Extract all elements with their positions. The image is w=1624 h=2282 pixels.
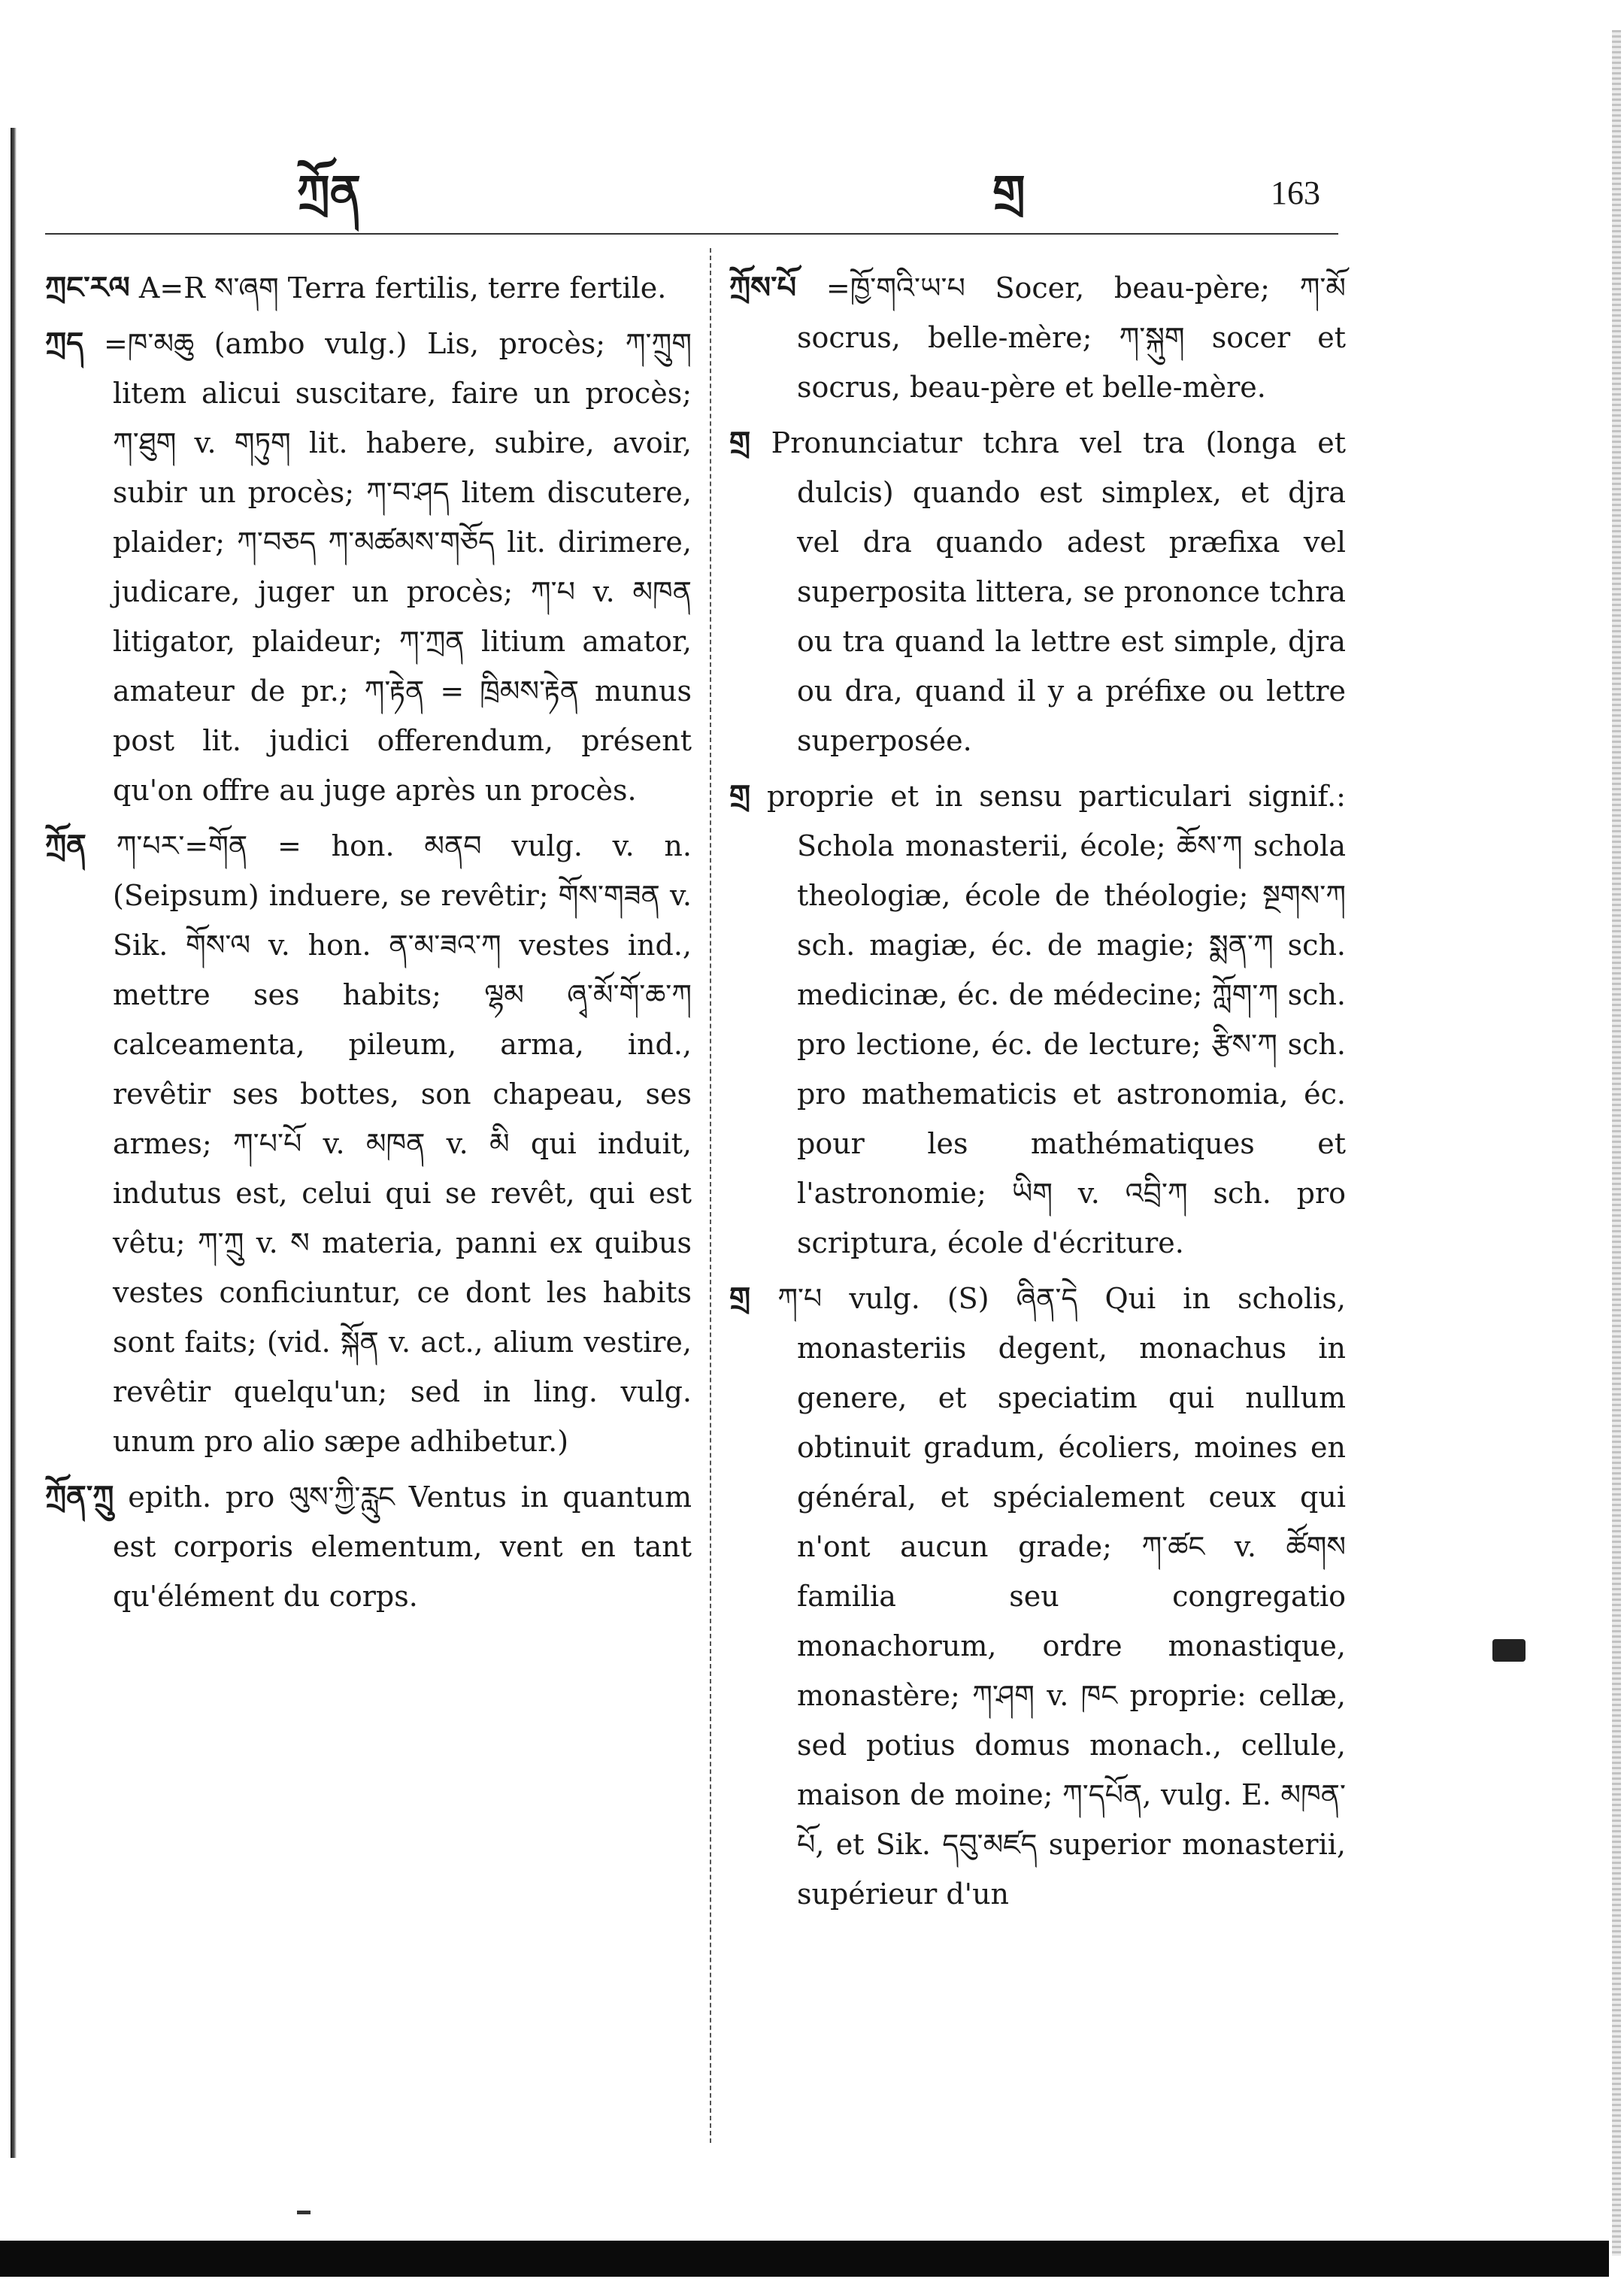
entry-headword: ཀྲང་རལ: [45, 270, 130, 305]
dictionary-entry: [729, 771, 1346, 1268]
scan-bottom-bar: [0, 2241, 1609, 2277]
dictionary-entry: [45, 263, 692, 313]
dictionary-entry: [45, 319, 692, 815]
entry-text: ཀ་པ vulg. (S) ཞིན་དེ Qui in scholis, monasteriis degent, monachus in genere, et speciatim qui nullum obtinuit gradum, écoliers, moines en général, et spécialement ceux qui n'ont aucun grade; ཀ་ཚང v. ཚོགས familia seu congregatio monachorum, ordre monastique, monastère; ཀ་ཤག v. ཁང proprie: cellæ, sed potius domus monach., cellule, maison de moine; ཀ་དཔོན, vulg. E. མཁན་པོ, et Sik. དབུ་མཛད superior monasterii, supérieur d'un: [777, 1282, 1346, 1911]
dictionary-entry: [45, 1472, 692, 1621]
entry-text: =ཁྱོ་གའི་ཡ་པ Socer, beau-père; ཀ་མོ socrus, belle-mère; ཀ་སྐུག socer et socrus, beau-père et belle-mère.: [797, 271, 1346, 404]
entry-text: =ཁ་མཆུ (ambo vulg.) Lis, procès; ཀ་ཀྲུག litem alicui suscitare, faire un procès; ཀ་ཐུག v. གཏུག lit. habere, subire, avoir, subir un procès; ཀ་བ་ཤད litem discutere, plaider; ཀ་བཅད ཀ་མཚམས་གཅོད lit. dirimere, judicare, juger un procès; ཀ་པ v. མཁན litigator, plaideur; ཀ་ཀྲན litium amator, amateur de pr.; ཀ་རྟེན = ཁྲིམས་རྟེན munus post lit. judici offerendum, présent qu'on offre au juge après un procès.: [103, 327, 692, 807]
scan-speck: [297, 2211, 311, 2214]
dictionary-entry: [729, 263, 1346, 412]
scan-right-edge: [1612, 30, 1621, 2256]
right-column: [729, 263, 1346, 1925]
entry-headword: གྲ: [729, 778, 751, 814]
entry-headword: ཀྲོན: [45, 828, 86, 863]
entry-headword: གྲ: [729, 1280, 751, 1316]
entry-text: A=R ས་ཞག Terra fertilis, terre fertile.: [138, 271, 667, 305]
running-head-left: ཀྲོན: [297, 165, 362, 220]
dictionary-entry: [45, 821, 692, 1466]
page-header: [0, 154, 1624, 237]
entry-text: Pronunciatur tchra vel tra (longa et dulcis) quando est simplex, et djra vel dra quando adest præfixa vel superposita littera, se prononce tchra ou tra quand la lettre est simple, djra ou dra, quand il y a préfixe ou lettre superposée.: [771, 426, 1346, 757]
entry-headword: གྲ: [729, 425, 751, 460]
column-divider: [710, 248, 711, 2143]
entry-headword: ཀྲོས་པོ: [729, 270, 797, 305]
entry-text: epith. pro ལུས་ཀྱི་རླུང Ventus in quantum est corporis elementum, vent en tant qu'élément du corps.: [113, 1480, 692, 1613]
dictionary-entry: [729, 1274, 1346, 1919]
entry-headword: ཀྲད: [45, 326, 84, 361]
left-column: [45, 263, 692, 1627]
header-rule: [45, 233, 1338, 235]
page-number: 163: [1271, 174, 1320, 211]
entry-text: ཀ་པར་=གོན = hon. མནབ vulg. v. n. (Seipsum) induere, se revêtir; གོས་གཟན v. Sik. གོས་ལ v. hon. ན་མ་ཟའ་ཀ vestes ind., mettre ses habits; ལྷམ ཞྭ་མོ་གོ་ཆ་ཀ calceamenta, pileum, arma, ind., revêtir ses bottes, son chapeau, ses armes; ཀ་པ་པོ v. མཁན v. མི qui induit, indutus est, celui qui se revêt, qui est vêtu; ཀ་ཀྲུ v. ས materia, panni ex quibus vestes conficiuntur, ce dont les habits sont faits; (vid. སྐོན v. act., alium vestire, revêtir quelqu'un; sed in ling. vulg. unum pro alio sæpe adhibetur.): [113, 829, 692, 1458]
margin-mark: [1492, 1639, 1526, 1662]
dictionary-entry: [729, 418, 1346, 765]
entry-headword: ཀྲོན་ཀྲུ: [45, 1479, 114, 1514]
scan-left-edge: [11, 128, 17, 2158]
running-head-center: གྲ: [992, 165, 1026, 220]
entry-text: proprie et in sensu particulari signif.: Schola monasterii, école; ཆོས་ཀ schola theologiæ, école de théologie; སྔགས་ཀ sch. magiæ, éc. de magie; སྨན་ཀ sch. medicinæ, éc. de médecine; ཀློག་ཀ sch. pro lectione, éc. de lecture; རྩིས་ཀ sch. pro mathematicis et astronomia, éc. pour les mathématiques et l'astronomie; ཡིག v. འབྲི་ཀ sch. pro scriptura, école d'écriture.: [766, 780, 1346, 1259]
